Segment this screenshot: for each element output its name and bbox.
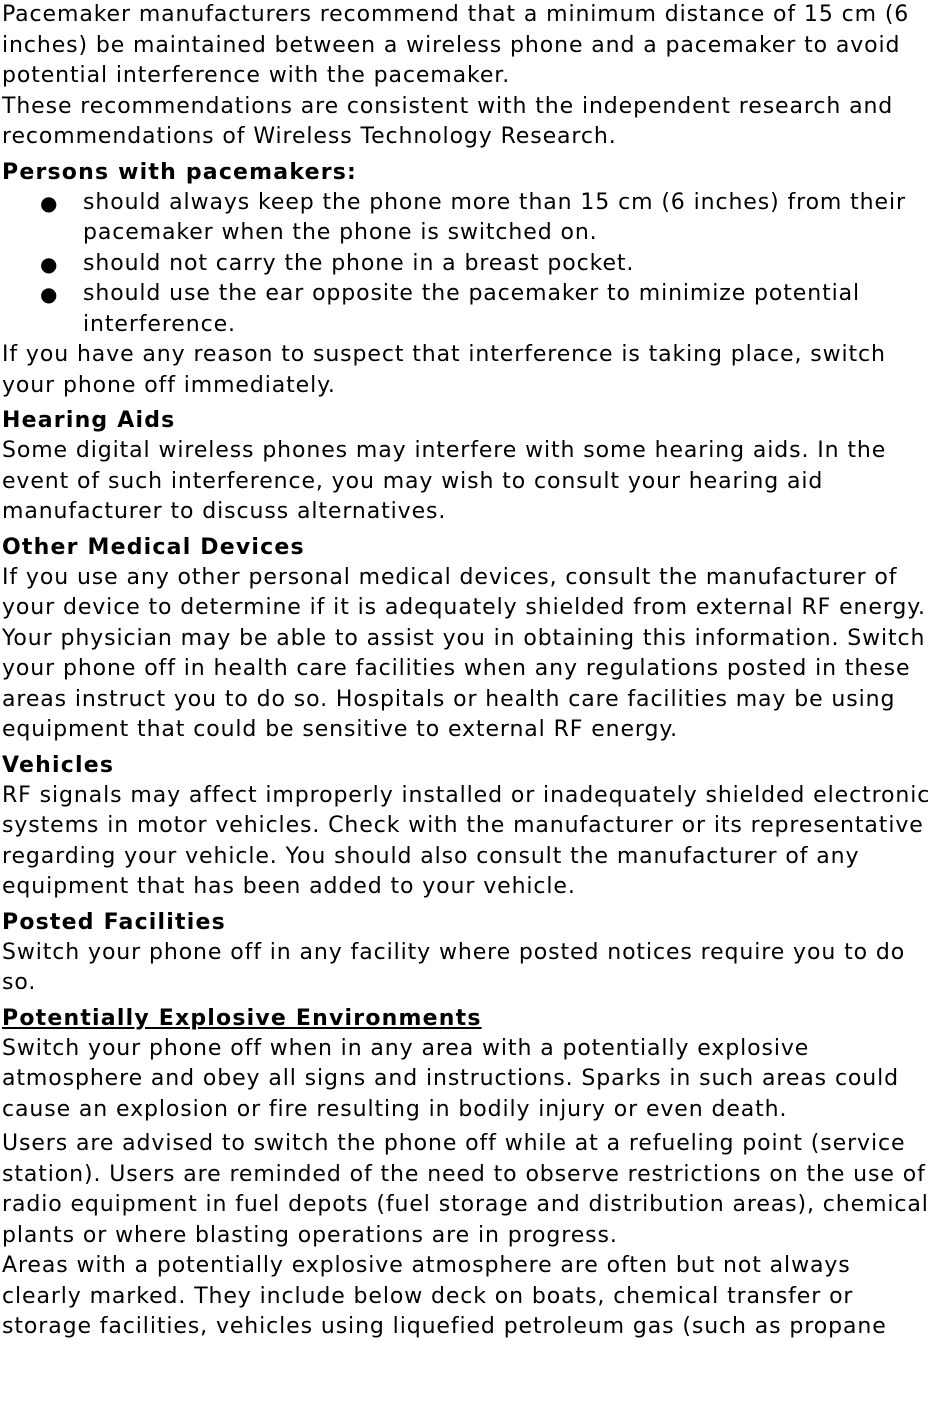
list-item [2, 188, 937, 249]
bullet-icon: ● [40, 282, 59, 306]
pacemaker-consistent: These recommendations are consistent with the independent research and recommendations of Wireless Technology Research. [2, 93, 894, 149]
posted-facilities-heading: Posted Facilities [2, 909, 226, 935]
pacemaker-intro: Pacemaker manufacturers recommend that a minimum distance of 15 cm (6 inches) be maintained between a wireless phone and a pacemaker to avoid potential interference with the pacemaker. [2, 2, 910, 88]
vehicles-heading: Vehicles [2, 752, 115, 778]
list-item [2, 249, 937, 280]
list-item [2, 279, 937, 340]
hearing-aids-text: Some digital wireless phones may interfere with some hearing aids. In the event of such interference, you may wish to consult your hearing aid manufacturer to discuss alternatives. [2, 438, 887, 524]
hearing-aids-heading: Hearing Aids [2, 408, 176, 433]
bullet-text: should not carry the phone in a breast pocket. [83, 250, 635, 276]
explosive-paragraph-2: Users are advised to switch the phone off while at a refueling point (service station). Users are reminded of the need to observe restrictions on the use of radio equipment in fuel depots (fuel storage and distribution areas), chemical plants or where blasting operations are in progress. [2, 1131, 929, 1248]
pacemaker-bullet-list [2, 188, 937, 341]
pacemaker-suspect: If you have any reason to suspect that interference is taking place, switch your phone off immediately. [2, 342, 886, 398]
bullet-icon: ● [40, 251, 59, 276]
other-medical-devices-heading: Other Medical Devices [2, 534, 305, 560]
posted-facilities-text: Switch your phone off in any facility where posted notices require you to do so. [2, 939, 906, 995]
explosive-paragraph-3: Areas with a potentially explosive atmosphere are often but not always clearly marked. They include below deck on boats, chemical transfer or storage facilities, vehicles using liquefied petroleum gas (such as propane [2, 1253, 887, 1339]
bullet-icon: ● [40, 190, 59, 215]
persons-with-pacemakers-heading: Persons with pacemakers: [2, 159, 358, 185]
other-medical-devices-text: If you use any other personal medical devices, consult the manufacturer of your device to determine if it is adequately shielded from external RF energy. Your physician may be able to assist you in obtaining this information. Switch your phone off in health care facilities when any regulations posted in these areas instruct you to do so. Hospitals or health care facilities may be using equipment that could be sensitive to external RF energy. [2, 564, 926, 742]
bullet-text: should use the ear opposite the pacemaker to minimize potential interference. [83, 281, 861, 337]
vehicles-text: RF signals may affect improperly installed or inadequately shielded electronic systems in motor vehicles. Check with the manufacturer or its representative regarding your vehicle. You should also consult the manufacturer of any equipment that has been added to your vehicle. [2, 782, 931, 899]
potentially-explosive-environments-heading: Potentially Explosive Environments [2, 1005, 482, 1031]
explosive-paragraph-1: Switch your phone off when in any area with a potentially explosive atmosphere and obey all signs and instructions. Sparks in such areas could cause an explosion or fire resulting in bodily injury or even death. [2, 1035, 900, 1122]
bullet-text: should always keep the phone more than 15 cm (6 inches) from their pacemaker when the phone is switched on. [83, 189, 906, 245]
